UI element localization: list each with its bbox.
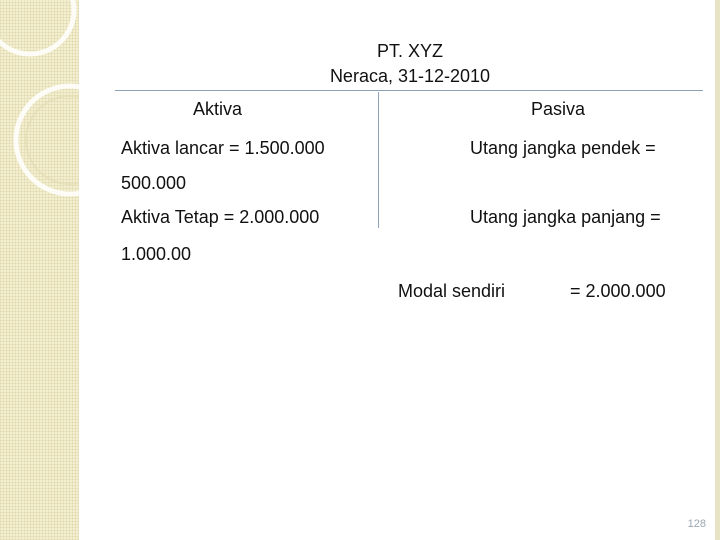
aktiva-lancar-continuation: 500.000 [121, 173, 187, 193]
aktiva-header: Aktiva [193, 99, 243, 119]
modal-sendiri-label: Modal sendiri [398, 281, 506, 301]
balance-sheet-subtitle: Neraca, 31-12-2010 [329, 66, 491, 86]
header-divider [115, 90, 703, 91]
aktiva-tetap-line: Aktiva Tetap = 2.000.000 [121, 207, 320, 227]
utang-jangka-pendek-label: Utang jangka pendek = [470, 138, 656, 158]
utang-jangka-panjang-label: Utang jangka panjang = [470, 207, 661, 227]
aktiva-tetap-continuation: 1.000.00 [121, 244, 192, 264]
page-number: 128 [687, 518, 706, 530]
company-title: PT. XYZ [376, 41, 443, 61]
pasiva-header: Pasiva [531, 99, 586, 119]
modal-sendiri-value: = 2.000.000 [570, 281, 666, 301]
aktiva-lancar-line: Aktiva lancar = 1.500.000 [121, 138, 325, 158]
column-divider [378, 92, 379, 228]
